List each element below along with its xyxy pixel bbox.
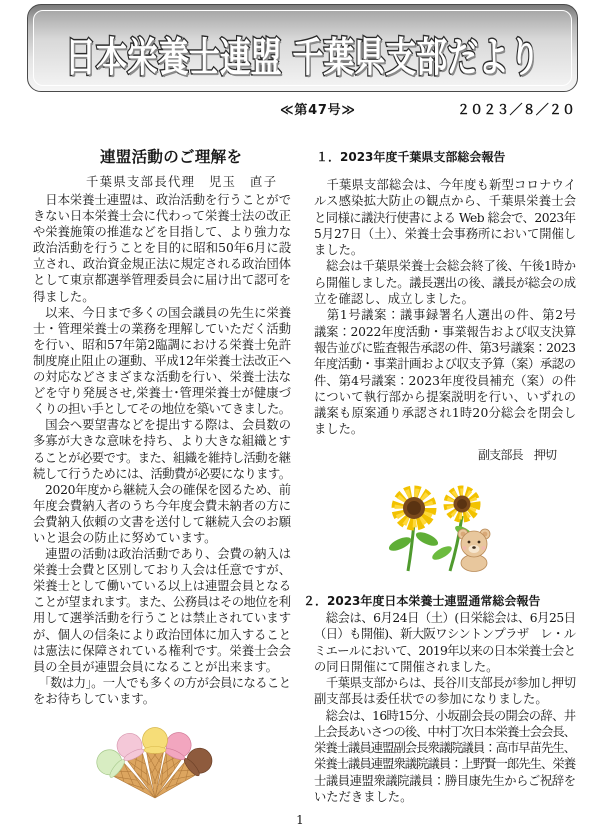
text-line: 件、第4号議案：2023年度役員補充（案）の件 bbox=[314, 373, 577, 388]
sunflower-bear-illustration bbox=[378, 482, 503, 572]
text-line: 栄養士議員連盟衆議院議員：上野賢一郎先生、栄養 bbox=[314, 757, 576, 772]
text-line: 員の全員が連盟会員になることが出来ます。 bbox=[33, 659, 278, 674]
text-line: 議案も原案通り承認され1時20分総会を閉会し bbox=[314, 406, 577, 421]
text-line: ルス感染拡大防止の観点から、千葉県栄養士会 bbox=[314, 194, 577, 209]
ice-cream-illustration bbox=[95, 712, 215, 802]
text-line: 栄養士会費と区別しており入会は任意ですが、 bbox=[33, 563, 291, 578]
text-line: 日本栄養士連盟は、政治活動を行うことがで bbox=[33, 193, 291, 207]
banner-title: 日本栄養士連盟 千葉県支部だより bbox=[65, 34, 540, 82]
text-line: 得ました。 bbox=[33, 289, 95, 304]
text-line: 政治活動を行うことを目的に昭和50年6月に設 bbox=[33, 241, 292, 256]
text-line: 制度廃止阻止の運動、平成12年栄養士法改正へ bbox=[33, 353, 291, 368]
report-2-heading: ２．2023年度日本栄養士連盟通常総会報告 bbox=[303, 594, 541, 608]
text-line: 総会は千葉県栄養士会総会終了後、午後1時か bbox=[314, 259, 576, 274]
text-line: を行い、昭和57年第2臨調における栄養士免許 bbox=[33, 337, 292, 352]
text-line: として東京都選挙管理委員会に届け出て認可を bbox=[33, 273, 291, 288]
text-line: 会費納入依頼の文書を送付して継続入会のお願 bbox=[33, 514, 291, 529]
text-line: ミエールにおいて、2019年以来の日本栄養士会と bbox=[314, 643, 576, 658]
text-line: きない日本栄養士会に代わって栄養士法の改正 bbox=[33, 209, 291, 224]
text-line: 立を確認し、成立しました。 bbox=[314, 292, 474, 307]
text-line: 千葉県支部総会は、今年度も新型コロナウイ bbox=[314, 178, 577, 192]
text-line: ました。 bbox=[314, 422, 364, 437]
text-line: の対応などさまざまな活動を行い、栄養士法な bbox=[33, 370, 291, 385]
text-line: 上会長あいさつの後、中村丁次日本栄養士会会長、 bbox=[314, 724, 576, 739]
text-line: 以来、今日まで多くの国会議員の先生に栄養 bbox=[33, 305, 291, 320]
text-line: 千葉県支部からは、長谷川支部長が参加し押切 bbox=[314, 676, 576, 691]
text-line: 栄養士議員連盟副会長衆議院議員：高市早苗先生、 bbox=[314, 741, 576, 756]
text-line: 第1号議案：議事録署名人選出の件、第2号 bbox=[314, 308, 577, 323]
text-line: ました。 bbox=[314, 243, 364, 258]
text-line: 議案：2022年度活動・事業報告および収支決算 bbox=[314, 324, 576, 339]
text-line: 総会は、16時15分、小坂副会長の開会の辞、井 bbox=[314, 708, 576, 723]
issue-date: ２０２３／８／２０ bbox=[457, 103, 576, 118]
article-title: 連盟活動のご理解を bbox=[100, 148, 243, 166]
report-2-body bbox=[314, 610, 576, 805]
issue-number: ≪第47号≫ bbox=[280, 103, 356, 118]
text-line: ら開催しました。議長選出の後、議長が総会の成 bbox=[314, 275, 576, 290]
text-line: 連盟の活動は政治活動であり、会費の納入は bbox=[33, 547, 291, 562]
text-line: 報告並びに監査報告承認の件、第3号議案：2023 bbox=[314, 340, 576, 355]
text-line: と同様に議決行使書による Web 総会で、2023年 bbox=[314, 210, 576, 225]
text-line: は憲法に保障されている権利です。栄養士会会 bbox=[33, 643, 292, 658]
report-1-body bbox=[314, 177, 576, 438]
text-line: 年度活動・事業計画および収支予算（案）承認の bbox=[314, 357, 576, 372]
article-author: 千葉県支部長代理 児玉 直子 bbox=[86, 175, 278, 189]
text-line: をお待ちしています。 bbox=[33, 691, 155, 706]
text-line: どを守り発展させ,栄養士･管理栄養士が健康づ bbox=[33, 386, 292, 401]
text-line: 年度会費納入者のうち今年度会費未納者の方に bbox=[33, 498, 291, 513]
text-line: 続して行うためには、活動費が必要になります。 bbox=[33, 466, 291, 481]
text-line: 多寡が大きな意味を持ち、より大きな組織とす bbox=[33, 434, 291, 449]
text-line: ことが望まれます。また、公務員はその地位を利 bbox=[33, 595, 291, 610]
text-line: 副支部長は委任状での参加になりました。 bbox=[314, 692, 548, 707]
text-line: 栄養士として働いている以上は連盟会員となる bbox=[33, 579, 291, 594]
text-line: 士・管理栄養士の業務を理解していただく活動 bbox=[33, 321, 291, 336]
article-body bbox=[33, 192, 291, 707]
text-line: 士議員連盟衆議院議員：勝目康先生からご祝辞を bbox=[314, 773, 576, 788]
text-line: いと退会の防止に努めています。 bbox=[33, 530, 217, 545]
text-line: 2020年度から継続入会の確保を図るため、前 bbox=[33, 482, 291, 497]
text-line: 国会へ要望書などを提出する際は、会員数の bbox=[33, 418, 291, 433]
text-line: 5月27日（土）、栄養士会事務所において開催し bbox=[314, 226, 576, 241]
text-line: 総会は、6月24日（土）(日栄総会は、6月25日 bbox=[314, 611, 576, 625]
page-number: 1 bbox=[296, 813, 304, 827]
text-line: 立され、政治資金規正法に規定される政治団体 bbox=[33, 257, 291, 272]
text-line: や栄養施策の推進などを目指して、より強力な bbox=[33, 225, 291, 240]
text-line: いただきました。 bbox=[314, 789, 413, 804]
text-line: 「数は力」。一人でも多くの方が会員になること bbox=[33, 675, 291, 690]
report-1-signature: 副支部長 押切 bbox=[478, 448, 557, 462]
text-line: の同日開催にて開催されました。 bbox=[314, 659, 499, 674]
text-line: について執行部から提案説明を行い、いずれの bbox=[314, 389, 577, 404]
text-line: くりの担い手としてその地位を築いてきました。 bbox=[33, 402, 291, 417]
text-line: （日）も開催)、新大阪ワシントンプラザ レ・ル bbox=[314, 627, 576, 642]
text-line: が、個人の信条により政治団体に加入すること bbox=[33, 627, 291, 642]
text-line: ることが必要です。また、組織を維持し活動を継 bbox=[33, 450, 291, 465]
report-1-heading: １．2023年度千葉県支部総会報告 bbox=[316, 150, 506, 164]
text-line: 用して選挙活動を行うことは禁止されています bbox=[33, 611, 291, 626]
